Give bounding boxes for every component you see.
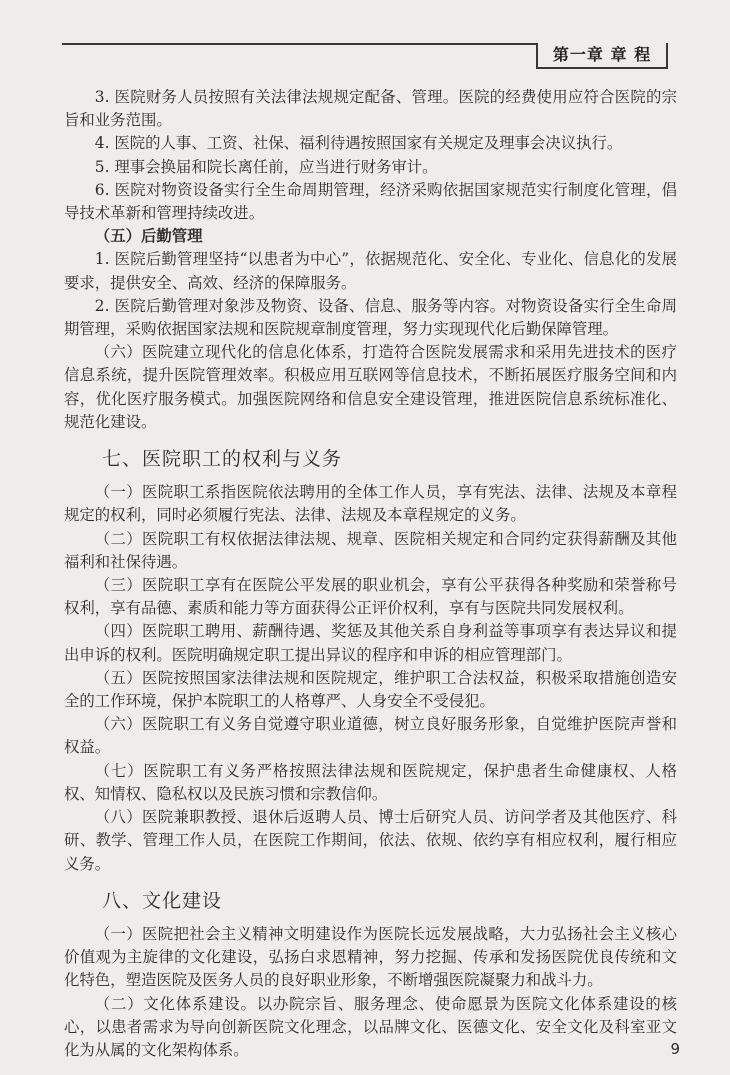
- chapter-header-label: 第一章 章 程: [536, 43, 668, 69]
- top-paragraphs: [64, 86, 677, 434]
- paragraph: （一）医院职工系指医院依法聘用的全体工作人员，享有宪法、法律、法规及本章程规定的权利，同时必须履行宪法、法律、法规及本章程规定的义务。: [64, 483, 677, 525]
- paragraph: （七）医院职工有义务严格按照法律法规和医院规定，保护患者生命健康权、人格权、知情权、隐私权以及民族习惯和宗教信仰。: [64, 761, 677, 803]
- section-7-paragraphs: [64, 481, 677, 875]
- page-body: [64, 86, 677, 1062]
- paragraph: 2. 医院后勤管理对象涉及物资、设备、信息、服务等内容。对物资设备实行全生命周期管理，采购依据国家法规和医院规章制度管理，努力实现现代化后勤保障管理。: [64, 296, 677, 339]
- paragraph: （三）医院职工享有在医院公平发展的职业机会，享有公平获得各种奖励和荣誉称号权利，享有品德、素质和能力等方面获得公正评价权利，享有与医院共同发展权利。: [64, 576, 677, 618]
- paragraph: （六）医院职工有义务自觉遵守职业道德，树立良好服务形象，自觉维护医院声誉和权益。: [64, 715, 677, 757]
- paragraph: （一）医院把社会主义精神文明建设作为医院长远发展战略，大力弘扬社会主义核心价值观为主旋律的文化建设，弘扬白求恩精神，努力挖掘、传承和发扬医院优良传统和文化特色，塑造医院及医务人员的良好职业形象，不断增强医院凝聚力和战斗力。: [64, 924, 677, 990]
- paragraph: 6. 医院对物资设备实行全生命周期管理，经济采购依据国家规范实行制度化管理，倡导技术革新和管理持续改进。: [64, 180, 677, 223]
- section-7-title: 七、医院职工的权利与义务: [102, 448, 343, 471]
- paragraph: 4. 医院的人事、工资、社保、福利待遇按照国家有关规定及理事会决议执行。: [94, 134, 623, 153]
- paragraph: 5. 理事会换届和院长离任前，应当进行财务审计。: [94, 157, 438, 176]
- section-8-title: 八、文化建设: [102, 889, 223, 912]
- page-number: 9: [670, 1040, 680, 1058]
- paragraph: 3. 医院财务人员按照有关法律法规规定配备、管理。医院的经费使用应符合医院的宗旨和业务范围。: [64, 88, 677, 130]
- paragraph: 1. 医院后勤管理坚持“以患者为中心”，依据规范化、安全化、专业化、信息化的发展要求，提供安全、高效、经济的保障服务。: [64, 250, 677, 292]
- paragraph: （六）医院建立现代化的信息化体系，打造符合医院发展需求和采用先进技术的医疗信息系统，提升医院管理效率。积极应用互联网等信息技术，不断拓展医疗服务空间和内容，优化医疗服务模式。加强医院网络和信息安全建设管理，推进医院信息系统标准化、规范化建设。: [64, 343, 677, 431]
- paragraph: （二）文化体系建设。以办院宗旨、服务理念、使命愿景为医院文化体系建设的核心，以患者需求为导向创新医院文化理念，以品牌文化、医德文化、安全文化及科室亚文化为从属的文化架构体系。: [64, 994, 677, 1059]
- paragraph: （二）医院职工有权依据法律法规、规章、医院相关规定和合同约定获得薪酬及其他福利和社保待遇。: [64, 529, 677, 571]
- section-8-paragraphs: [64, 923, 677, 1062]
- paragraph: （四）医院职工聘用、薪酬待遇、奖惩及其他关系自身利益等事项享有表达异议和提出申诉的权利。医院明确规定职工提出异议的程序和申诉的相应管理部门。: [64, 622, 677, 664]
- paragraph: （五）医院按照国家法律法规和医院规定，维护职工合法权益，积极采取措施创造安全的工作环境，保护本院职工的人格尊严、人身安全不受侵犯。: [64, 668, 677, 711]
- paragraph: （五）后勤管理: [94, 227, 203, 246]
- paragraph: （八）医院兼职教授、退休后返聘人员、博士后研究人员、访问学者及其他医疗、科研、教学、管理工作人员，在医院工作期间，依法、依规、依约享有相应权利，履行相应义务。: [64, 808, 677, 873]
